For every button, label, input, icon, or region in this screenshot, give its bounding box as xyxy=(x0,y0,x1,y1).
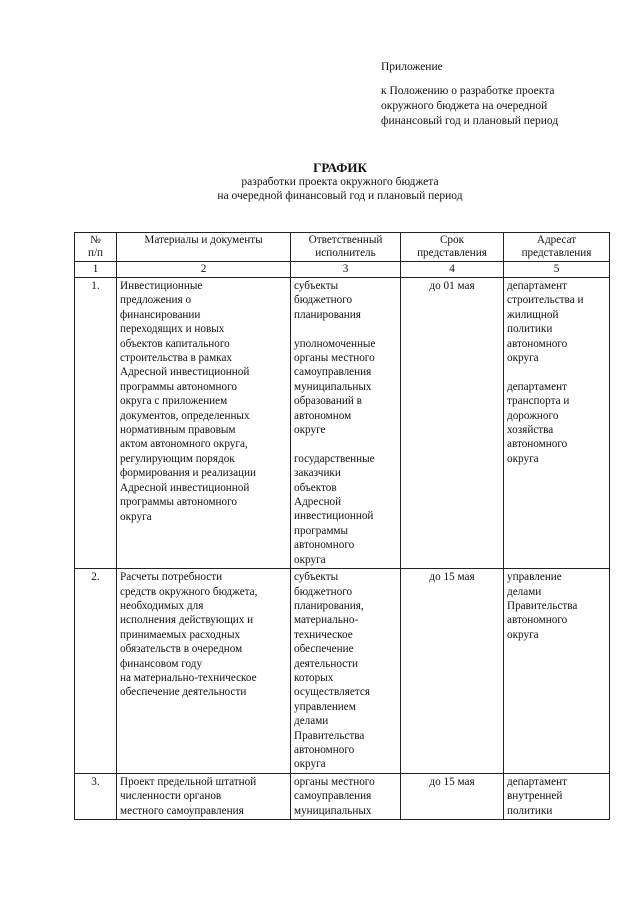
table-row xyxy=(75,278,610,569)
deadline-cell: до 15 мая xyxy=(401,773,504,819)
executor-item: уполномоченные органы местного самоуправления муниципальных образований в автономном округе xyxy=(294,337,376,437)
addressee-item: департамент внутренней политики xyxy=(507,775,567,817)
column-number: 3 xyxy=(291,262,401,278)
executor-item: субъекты бюджетного планирования, материально- техническое обеспечение деятельности которых осуществляется управлением делами Правительства автономного округа xyxy=(294,571,370,771)
header-addressee: Адресат представления xyxy=(504,233,610,262)
appendix-text: к Положению о разработке проекта окружного бюджета на очередной финансовый год и плановый период xyxy=(381,85,559,127)
row-number: 3. xyxy=(75,773,117,819)
addressee-item: управление делами Правительства автономного округа xyxy=(507,571,578,641)
title-block xyxy=(60,160,620,203)
column-number: 1 xyxy=(75,262,117,278)
addressee-cell xyxy=(504,773,610,819)
header-materials: Материалы и документы xyxy=(117,233,291,262)
executor-item: субъекты бюджетного планирования xyxy=(294,280,361,321)
header-executor: Ответственный исполнитель xyxy=(291,233,401,262)
executor-cell xyxy=(291,773,401,819)
table-row xyxy=(75,569,610,774)
addressee-item: департамент строительства и жилищной политики автономного округа xyxy=(507,280,584,365)
executor-item: органы местного самоуправления муниципальных xyxy=(294,775,375,817)
header-deadline: Срок представления xyxy=(401,233,504,262)
table-row xyxy=(75,773,610,819)
row-number: 2. xyxy=(75,569,117,774)
page-title: ГРАФИК xyxy=(313,160,367,175)
deadline-cell: до 15 мая xyxy=(401,569,504,774)
appendix-label: Приложение xyxy=(381,61,443,73)
schedule-table xyxy=(74,232,610,820)
column-number: 5 xyxy=(504,262,610,278)
column-number: 2 xyxy=(117,262,291,278)
column-number-row xyxy=(75,262,610,278)
deadline-cell: до 01 мая xyxy=(401,278,504,569)
addressee-item: департамент транспорта и дорожного хозяйства автономного округа xyxy=(507,380,570,465)
addressee-cell xyxy=(504,278,610,569)
table-header-row xyxy=(75,233,610,262)
appendix-block xyxy=(381,60,611,129)
executor-cell xyxy=(291,569,401,774)
header-num: № п/п xyxy=(75,233,117,262)
page-subtitle: разработки проекта окружного бюджета на очередной финансовый год и плановый период xyxy=(217,176,463,202)
materials-cell: Инвестиционные предложения о финансировании переходящих и новых объектов капитального строительства в рамках Адресной инвестиционной программы автономного округа с приложением документов, определенных нормативным правовым актом автономного округа, регулирующим порядок формирования и реализации Адресной инвестиционной программы автономного округа xyxy=(117,278,291,569)
row-number: 1. xyxy=(75,278,117,569)
materials-cell: Расчеты потребности средств окружного бюджета, необходимых для исполнения действующих и принимаемых расходных обязательств в очередном финансовом году на материально-техническое обеспечение деятельности xyxy=(117,569,291,774)
materials-cell: Проект предельной штатной численности органов местного самоуправления xyxy=(117,773,291,819)
addressee-cell xyxy=(504,569,610,774)
executor-cell xyxy=(291,278,401,569)
column-number: 4 xyxy=(401,262,504,278)
executor-item: государственные заказчики объектов Адресной инвестиционной программы автономного округа xyxy=(294,452,375,566)
